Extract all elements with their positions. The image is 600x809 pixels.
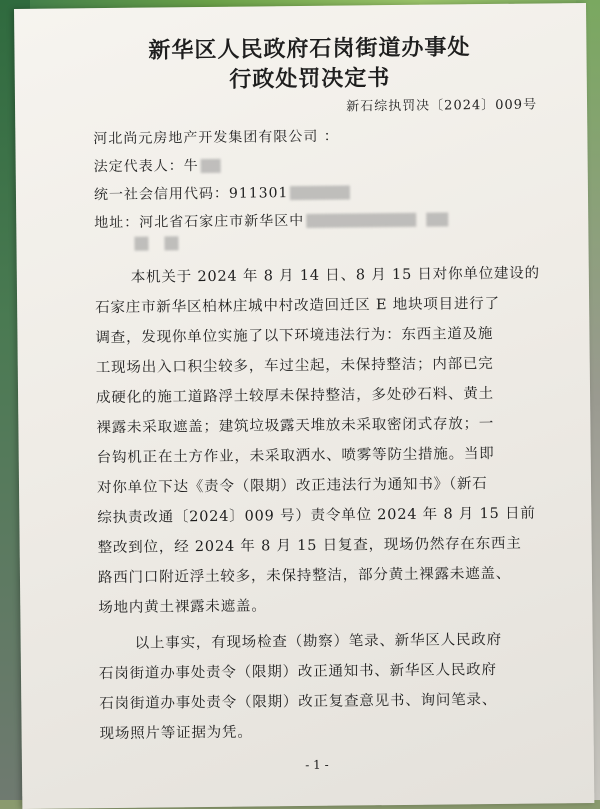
- body-line: 裸露未采取遮盖；建筑垃圾露天堆放未采取密闭式存放；一: [96, 415, 495, 437]
- redaction-mark: [306, 213, 416, 228]
- body-line: 对你单位下达《责令（限期）改正违法行为通知书》（新石: [96, 476, 488, 497]
- evidence-line: 石岗街道办事处责令（限期）改正复查意见书、询问笔录、: [99, 691, 498, 713]
- body-line: 石家庄市新华区柏林庄城中村改造回迁区 E 地块项目进行了: [95, 295, 500, 317]
- body-line: 工现场出入口积尘较多，车过尘起，未保持整洁；内部已完: [95, 355, 494, 377]
- page-number: - 1 -: [305, 757, 329, 772]
- legal-rep-line: [94, 155, 221, 176]
- redaction-mark: [164, 236, 178, 250]
- body-line: 台钩机正在土方作业，未采取洒水、喷雾等防尘措施。当即: [96, 445, 495, 467]
- party-name-line: [93, 126, 339, 149]
- party-name: 河北尚元房地产开发集团有限公司 ：: [93, 128, 339, 148]
- redaction-mark: [290, 185, 350, 200]
- body-line: 综执责改通〔2024〕009 号）责令单位 2024 年 8 月 15 日前: [97, 505, 536, 527]
- evidence-line: 现场照片等证据为凭。: [99, 724, 253, 743]
- address: 地址：河北省石家庄市新华区中: [94, 212, 305, 232]
- body-line: 路西门口附近浮土较多，未保持整洁，部分黄土裸露未遮盖、: [97, 565, 512, 587]
- body-line: 场地内黄土裸露未遮盖。: [98, 598, 267, 617]
- body-line: 整改到位，经 2024 年 8 月 15 日复查，现场仍然存在东西主: [97, 535, 522, 557]
- address-line-2: [94, 235, 178, 252]
- document-number: 新石综执罚决〔2024〕009号: [346, 97, 538, 115]
- document-title-line2: 行政处罚决定书: [229, 65, 391, 93]
- redaction-mark: [201, 159, 221, 173]
- credit-code-line: [94, 181, 351, 204]
- address-line: [94, 208, 448, 232]
- body-line: 本机关于 2024 年 8 月 14 日、8 月 15 日对你单位建设的: [130, 265, 540, 286]
- credit-code: 统一社会信用代码：911301: [93, 185, 289, 204]
- document-page: [14, 3, 594, 809]
- body-line: 成硬化的施工道路浮土较厚未保持整洁，多处砂石料、黄土: [96, 385, 494, 407]
- redaction-mark: [134, 237, 148, 251]
- body-line: 调查，发现你单位实施了以下环境违法行为：东西主道及施: [95, 325, 494, 347]
- evidence-line: 以上事实，有现场检查（勘察）笔录、新华区人民政府: [134, 631, 502, 652]
- document-title-line1: 新华区人民政府石岗街道办事处: [148, 34, 471, 64]
- evidence-line: 石岗街道办事处责令（限期）改正通知书、新华区人民政府: [98, 661, 497, 683]
- redaction-mark: [426, 212, 448, 226]
- legal-rep: 法定代表人：牛: [93, 158, 199, 176]
